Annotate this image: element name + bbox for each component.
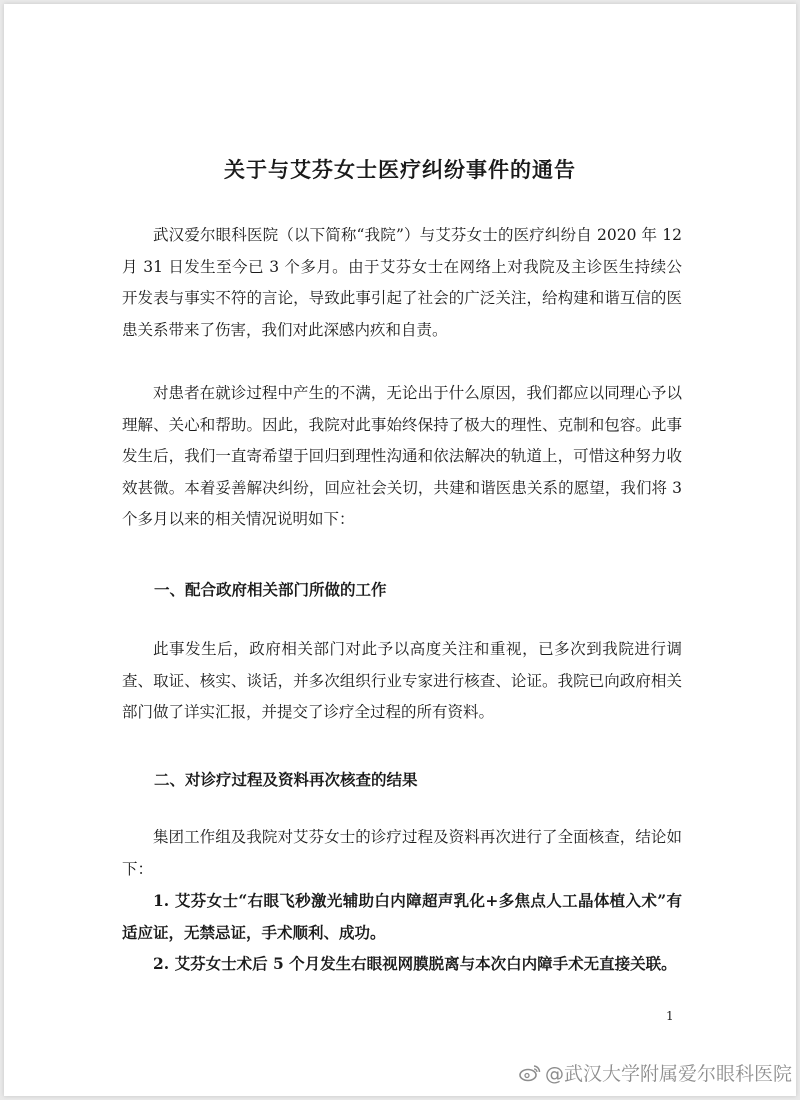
- intro-paragraph: 武汉爱尔眼科医院（以下简称“我院”）与艾芬女士的医疗纠纷自 2020 年 12 月 31 日发生至今已 3 个多月。由于艾芬女士在网络上对我院及主诊医生持续公开发表与事实不符的言论，导致此事引起了社会的广泛关注，给构建和谐互信的医患关系带来了伤害，我们对此深感内疚和自责。: [122, 226, 682, 339]
- document-title: 关于与艾芬女士医疗纠纷事件的通告: [224, 157, 576, 182]
- watermark-text: @武汉大学附属爱尔眼科医院: [544, 1063, 792, 1085]
- page-number: 1: [666, 1009, 674, 1023]
- conclusion-item-2: 2. 艾芬女士术后 5 个月发生右眼视网膜脱离与本次白内障手术无直接关联。: [153, 954, 677, 973]
- section1-paragraph: 此事发生后，政府相关部门对此予以高度关注和重视，已多次到我院进行调查、取证、核实、谈话，并多次组织行业专家进行核查、论证。我院已向政府相关部门做了详实汇报，并提交了诊疗全过程的所有资料。: [122, 640, 682, 721]
- second-paragraph: 对患者在就诊过程中产生的不满，无论出于什么原因，我们都应以同理心予以理解、关心和帮助。因此，我院对此事始终保持了极大的理性、克制和包容。此事发生后，我们一直寄希望于回归到理性沟通和依法解决的轨道上，可惜这种努力收效甚微。本着妥善解决纠纷，回应社会关切，共建和谐医患关系的愿望，我们将 3 个多月以来的相关情况说明如下：: [122, 384, 682, 528]
- section2-paragraph: 集团工作组及我院对艾芬女士的诊疗过程及资料再次进行了全面核查，结论如下：: [122, 828, 682, 878]
- weibo-watermark: [519, 1059, 792, 1086]
- document-page: [4, 4, 796, 1096]
- section1-heading: 一、配合政府相关部门所做的工作: [154, 580, 387, 599]
- weibo-icon: [519, 1064, 541, 1082]
- section2-heading: 二、对诊疗过程及资料再次核查的结果: [154, 770, 418, 789]
- conclusion-item-1: 1. 艾芬女士“右眼飞秒激光辅助白内障超声乳化+多焦点人工晶体植入术”有适应证，无禁忌证，手术顺利、成功。: [122, 891, 682, 942]
